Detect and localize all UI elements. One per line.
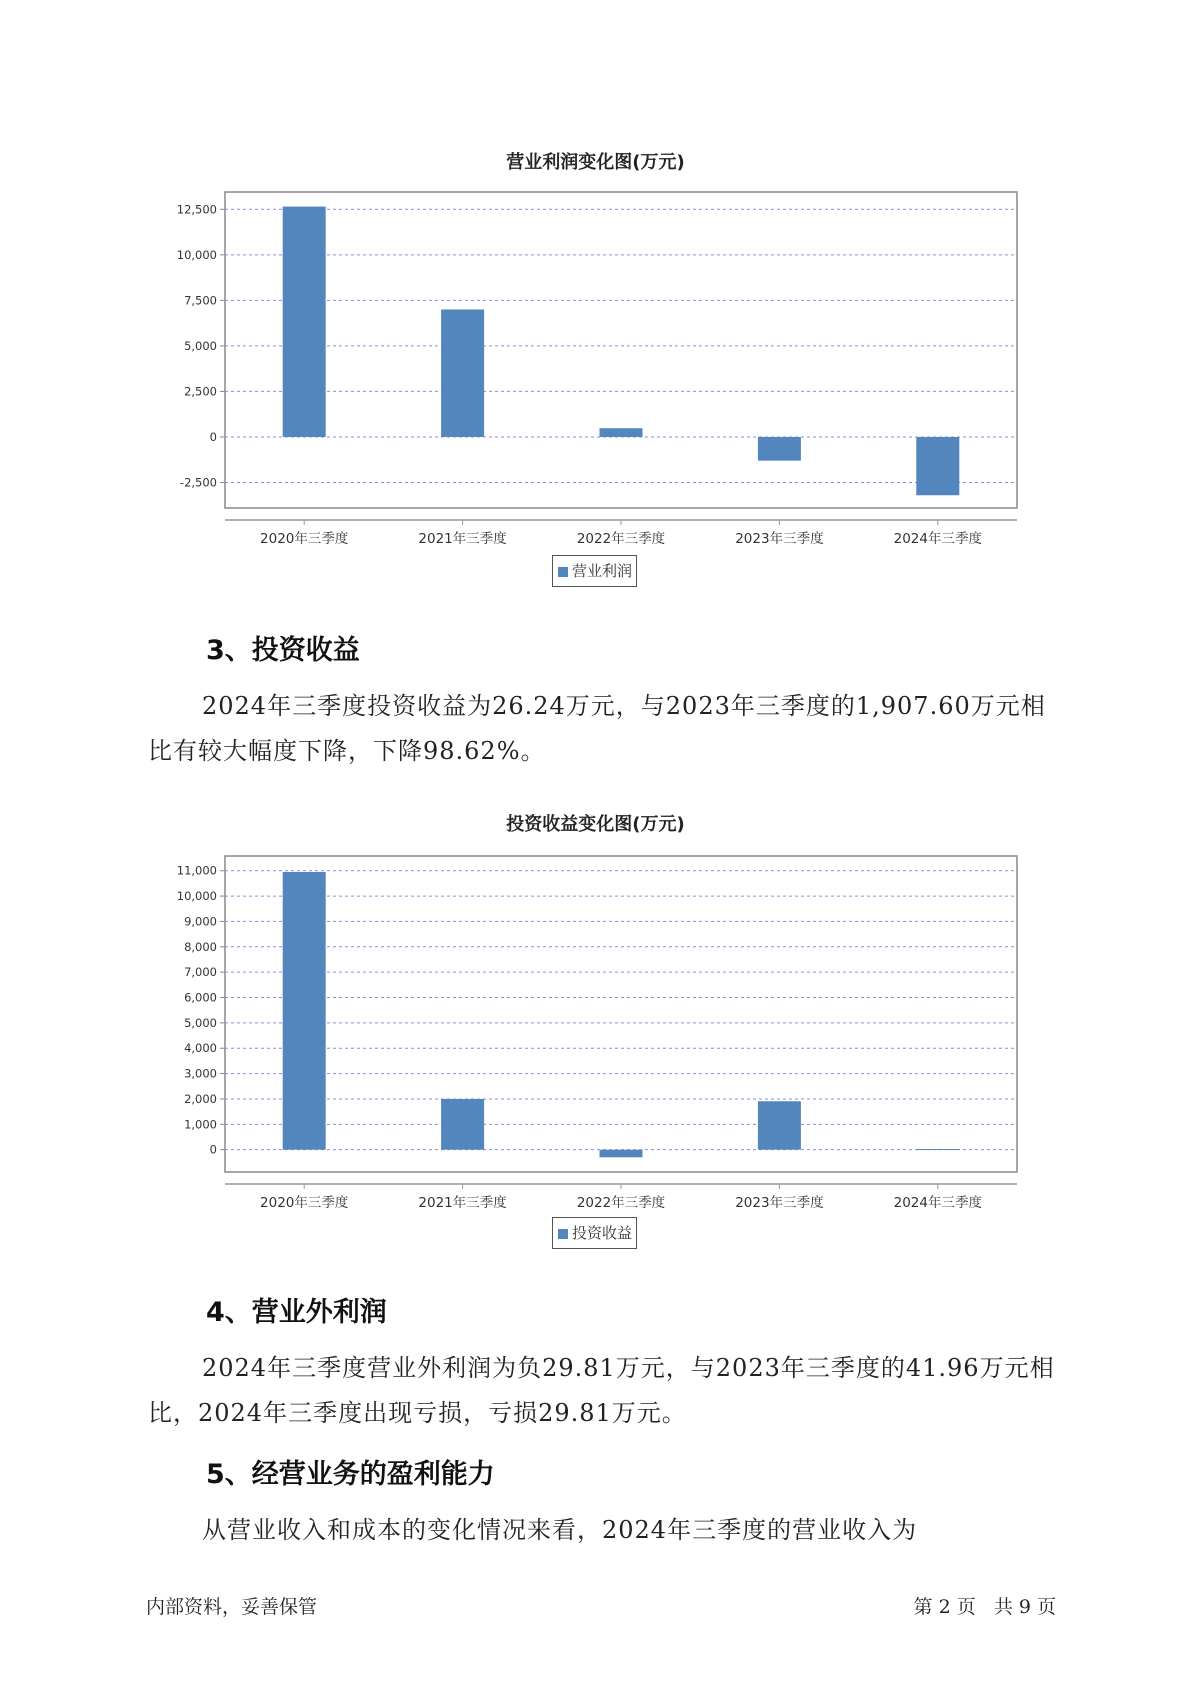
chart2-ytick-label: 11,000 xyxy=(176,863,217,878)
chart2-xtick-label: 2020年三季度 xyxy=(260,1195,349,1211)
section3-heading: 3、投资收益 xyxy=(206,635,360,666)
chart1-ytick-label: 0 xyxy=(209,429,217,444)
section5-paragraph: 从营业收入和成本的变化情况来看，2024年三季度的营业收入为 xyxy=(202,1516,918,1544)
chart1-ytick-label: 7,500 xyxy=(184,293,217,308)
chart1-title: 营业利润变化图(万元) xyxy=(506,152,685,173)
chart2-bar xyxy=(600,1150,643,1158)
chart2-bar xyxy=(283,872,326,1150)
chart2-title: 投资收益变化图(万元) xyxy=(506,814,685,835)
chart1-ytick-label: 5,000 xyxy=(184,338,217,353)
chart2-ytick-label: 4,000 xyxy=(184,1041,217,1056)
chart2-ytick-label: 1,000 xyxy=(184,1117,217,1132)
chart2-ytick-label: 2,000 xyxy=(184,1091,217,1106)
footer-confidential: 内部资料，妥善保管 xyxy=(146,1596,318,1618)
chart1-xtick-label: 2023年三季度 xyxy=(735,531,824,547)
chart2-xtick-label: 2022年三季度 xyxy=(576,1195,666,1211)
chart2-ytick-label: 0 xyxy=(209,1142,217,1157)
chart2-legend xyxy=(552,1217,637,1249)
chart2-ytick-label: 3,000 xyxy=(184,1066,217,1081)
legend-swatch xyxy=(558,1229,568,1239)
chart1-ytick-label: 2,500 xyxy=(184,384,217,399)
chart1-xtick-label: 2024年三季度 xyxy=(893,531,982,547)
chart1-xtick-label: 2021年三季度 xyxy=(418,531,507,547)
section4-paragraph: 2024年三季度营业外利润为负29.81万元，与2023年三季度的41.96万元相比，2024年三季度出现亏损，亏损29.81万元。 xyxy=(148,1354,1055,1427)
chart1-ytick-label: -2,500 xyxy=(179,475,217,490)
section5-heading: 5、经营业务的盈利能力 xyxy=(206,1459,495,1490)
chart1-xtick-label: 2020年三季度 xyxy=(260,531,349,547)
section3-paragraph: 2024年三季度投资收益为26.24万元，与2023年三季度的1,907.60万元相比有较大幅度下降，下降98.62%。 xyxy=(148,692,1046,765)
chart1-xtick-label: 2022年三季度 xyxy=(576,531,666,547)
chart2-ytick-label: 8,000 xyxy=(184,939,217,954)
chart2-ytick-label: 5,000 xyxy=(184,1015,217,1030)
chart1-ytick-label: 12,500 xyxy=(176,202,217,217)
chart1-ytick-label: 10,000 xyxy=(176,247,217,262)
chart2-xtick-label: 2023年三季度 xyxy=(735,1195,824,1211)
chart2-bar xyxy=(758,1101,801,1149)
footer-page-number: 第 2 页 共 9 页 xyxy=(913,1596,1056,1618)
chart2-xtick-label: 2024年三季度 xyxy=(893,1195,982,1211)
chart2-xtick-label: 2021年三季度 xyxy=(418,1195,507,1211)
chart2-bar xyxy=(441,1099,484,1150)
chart2-bar xyxy=(916,1149,959,1150)
chart1-legend-label: 营业利润 xyxy=(572,562,633,580)
chart2-ytick-label: 7,000 xyxy=(184,965,217,980)
chart2-ytick-label: 6,000 xyxy=(184,990,217,1005)
chart2-ytick-label: 10,000 xyxy=(176,889,217,904)
chart2-ytick-label: 9,000 xyxy=(184,914,217,929)
chart2-legend-label: 投资收益 xyxy=(572,1224,633,1242)
section4-heading: 4、营业外利润 xyxy=(206,1297,387,1328)
